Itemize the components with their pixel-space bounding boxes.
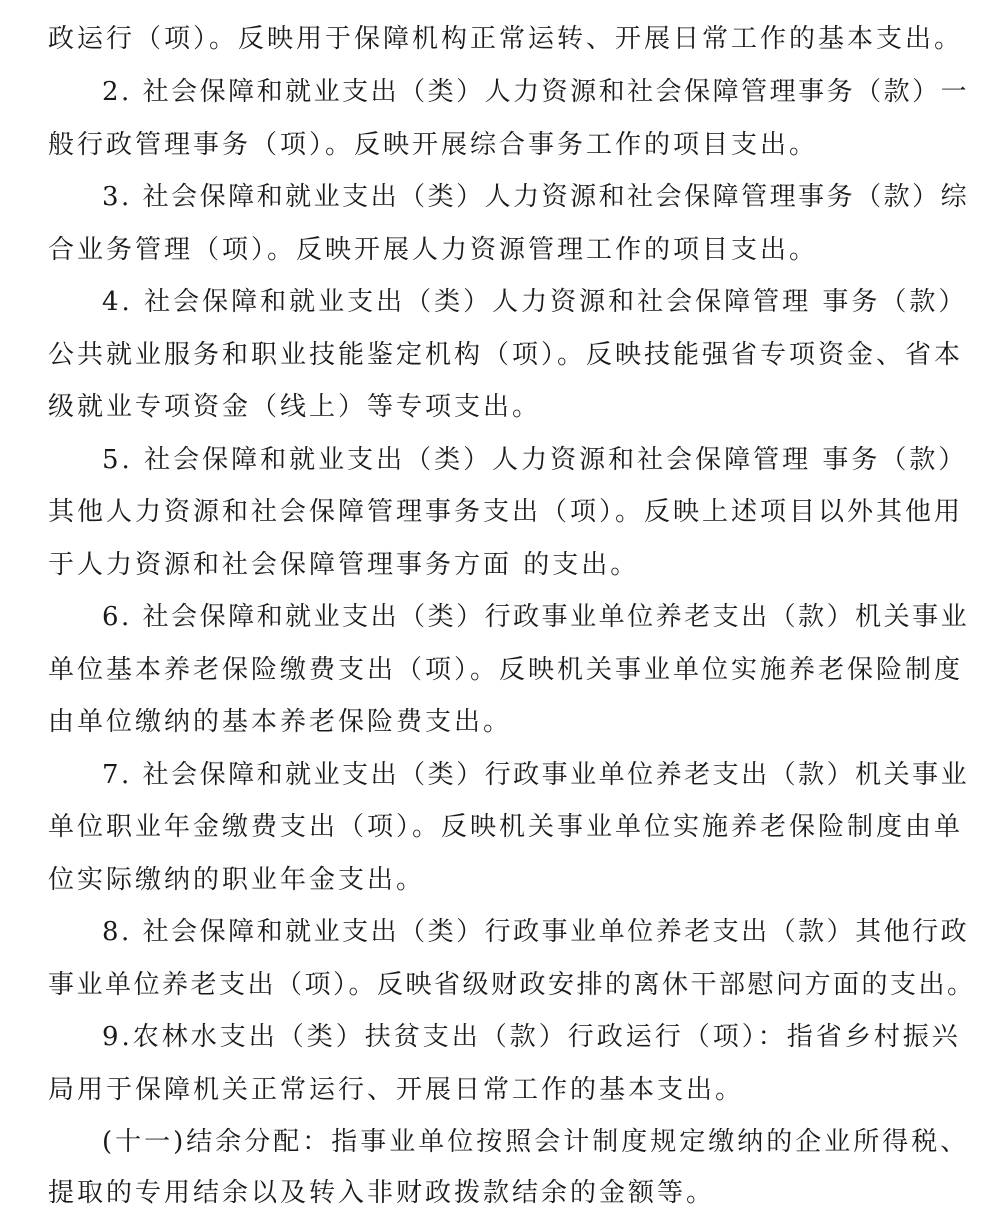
text-line: 事业单位养老支出（项）。反映省级财政安排的离休干部慰问方面的支出。 — [48, 970, 976, 1000]
text-line: 由单位缴纳的基本养老保险费支出。 — [48, 707, 513, 737]
text-line: 9.农林水支出（类）扶贫支出（款）行政运行（项）：指省乡村振兴 — [102, 1022, 961, 1052]
text-line: 局用于保障机关正常运行、开展日常工作的基本支出。 — [48, 1075, 745, 1105]
text-line: 4. 社会保障和就业支出（类）人力资源和社会保障管理 事务（款） — [102, 287, 968, 317]
text-line: 2. 社会保障和就业支出（类）人力资源和社会保障管理事务（款）一 — [102, 77, 970, 107]
text-line: 于人力资源和社会保障管理事务方面 的支出。 — [48, 550, 640, 580]
text-line: 合业务管理（项）。反映开展人力资源管理工作的项目支出。 — [48, 235, 819, 265]
text-line: 单位基本养老保险缴费支出（项）。反映机关事业单位实施养老保险制度 — [48, 655, 964, 685]
text-line: 5. 社会保障和就业支出（类）人力资源和社会保障管理 事务（款） — [102, 445, 968, 475]
text-line: 般行政管理事务（项）。反映开展综合事务工作的项目支出。 — [48, 130, 819, 160]
text-line: 单位职业年金缴费支出（项）。反映机关事业单位实施养老保险制度由单 — [48, 812, 964, 842]
text-line: 级就业专项资金（线上）等专项支出。 — [48, 392, 542, 422]
text-line: 3. 社会保障和就业支出（类）人力资源和社会保障管理事务（款）综 — [102, 182, 970, 212]
text-line: (十一)结余分配：指事业单位按照会计制度规定缴纳的企业所得税、 — [102, 1127, 970, 1157]
text-line: 6. 社会保障和就业支出（类）行政事业单位养老支出（款）机关事业 — [102, 602, 970, 632]
text-line: 其他人力资源和社会保障管理事务支出（项）。反映上述项目以外其他用 — [48, 497, 964, 527]
text-line: 政运行（项）。反映用于保障机构正常运转、开展日常工作的基本支出。 — [48, 24, 964, 54]
text-line: 提取的专用结余以及转入非财政拨款结余的金额等。 — [48, 1178, 716, 1208]
text-line: 7. 社会保障和就业支出（类）行政事业单位养老支出（款）机关事业 — [102, 760, 970, 790]
text-line: 公共就业服务和职业技能鉴定机构（项）。反映技能强省专项资金、省本 — [48, 340, 964, 370]
text-line: 8. 社会保障和就业支出（类）行政事业单位养老支出（款）其他行政 — [102, 917, 970, 947]
text-line: 位实际缴纳的职业年金支出。 — [48, 865, 426, 895]
